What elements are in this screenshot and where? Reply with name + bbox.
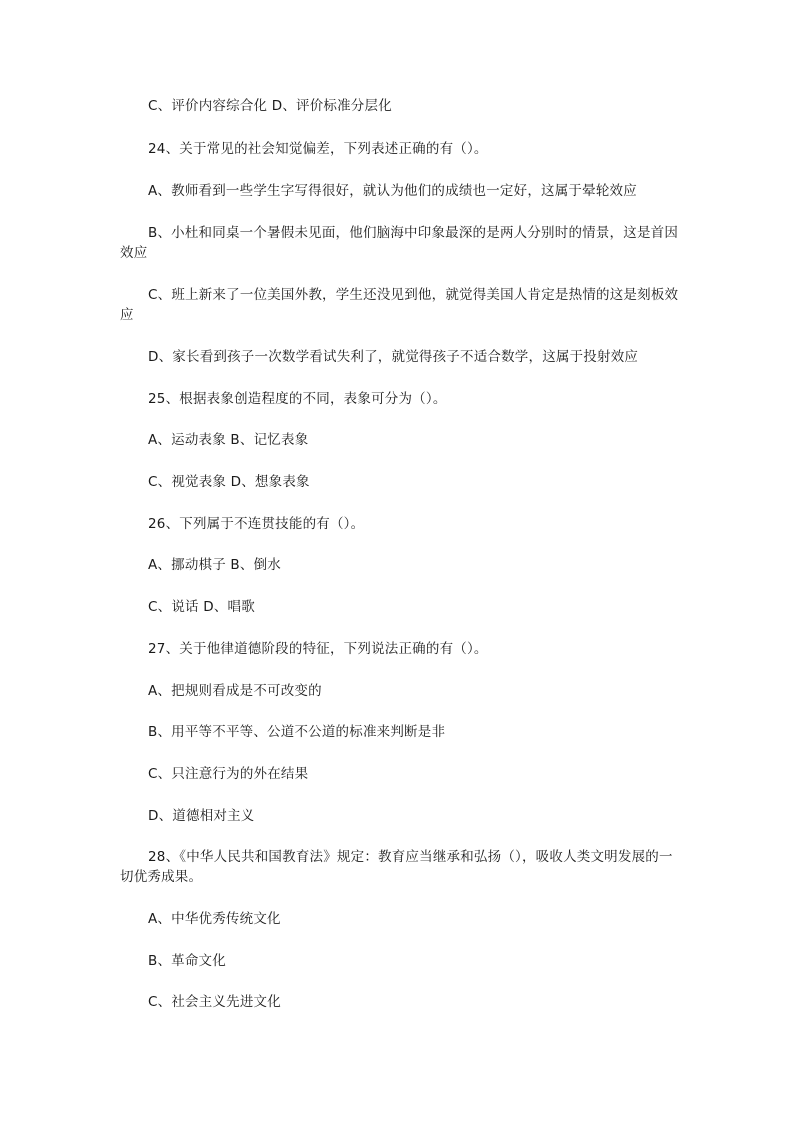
text-line-q26-option-cd: C、说话 D、唱歌	[148, 599, 255, 615]
text-line-q26-option-ab: A、挪动棋子 B、倒水	[148, 557, 281, 573]
text-line-q25-option-cd: C、视觉表象 D、想象表象	[148, 474, 310, 490]
text-line-q24-option-a: A、教师看到一些学生字写得很好，就认为他们的成绩也一定好，这属于晕轮效应	[148, 183, 637, 199]
text-line-q27-option-c: C、只注意行为的外在结果	[148, 766, 309, 782]
text-line-q24-option-b: B、小杜和同桌一个暑假未见面，他们脑海中印象最深的是两人分别时的情景，这是首因效应	[120, 225, 679, 261]
text-line-q26-stem: 26、下列属于不连贯技能的有（）。	[148, 516, 365, 532]
text-line-q25-stem: 25、根据表象创造程度的不同，表象可分为（）。	[148, 391, 447, 407]
text-line-q28-option-a: A、中华优秀传统文化	[148, 911, 281, 927]
text-line-q24-stem: 24、关于常见的社会知觉偏差，下列表述正确的有（）。	[148, 141, 488, 157]
text-line-q27-option-b: B、用平等不平等、公道不公道的标准来判断是非	[148, 724, 446, 740]
text-line-q27-option-a: A、把规则看成是不可改变的	[148, 683, 322, 699]
text-line-q24-option-c: C、班上新来了一位美国外教，学生还没见到他，就觉得美国人肯定是热情的这是刻板效应	[120, 287, 679, 323]
text-line-q28-stem: 28、《中华人民共和国教育法》规定：教育应当继承和弘扬（），吸收人类文明发展的一切优秀成果。	[120, 849, 673, 885]
text-line-q28-option-b: B、革命文化	[148, 953, 226, 969]
text-line-q25-option-ab: A、运动表象 B、记忆表象	[148, 432, 309, 448]
text-line-q27-option-d: D、道德相对主义	[148, 808, 255, 824]
text-line-q24-option-d: D、家长看到孩子一次数学看试失利了，就觉得孩子不适合数学，这属于投射效应	[148, 349, 639, 365]
text-line-q23-option-cd: C、评价内容综合化 D、评价标准分层化	[148, 98, 392, 114]
text-line-q28-option-c: C、社会主义先进文化	[148, 994, 281, 1010]
text-line-q27-stem: 27、关于他律道德阶段的特征，下列说法正确的有（）。	[148, 641, 488, 657]
